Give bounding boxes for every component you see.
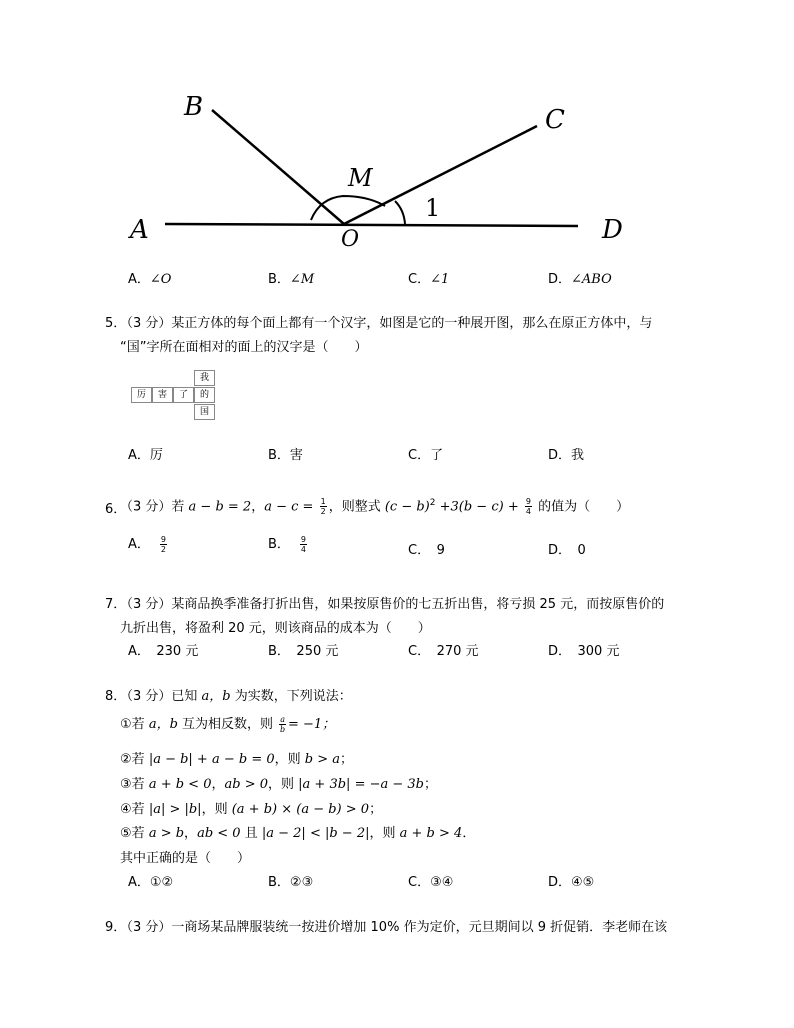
net-cell-1: 厉 <box>131 387 152 403</box>
q8-s5-b: ，则 <box>369 826 396 841</box>
q8-option-c: C．③④ <box>408 875 454 890</box>
q8-s2-end: ； <box>340 752 354 767</box>
label-a: A <box>130 215 149 245</box>
q8-intro <box>120 685 352 704</box>
frac-denominator: b <box>280 725 286 734</box>
q8-s5-expr3: |a − 2| < |b − 2| <box>261 826 370 841</box>
frac-numerator: 1 <box>320 497 326 507</box>
q8-s4-expr: |a| > |b| <box>148 802 202 817</box>
q8-statement-1 <box>120 714 335 736</box>
q8-option-a: A．①② <box>128 875 174 890</box>
q6-cond1: a − b = 2 <box>188 499 252 515</box>
frac-numerator: 9 <box>300 535 307 544</box>
q8-s3-expr1: a + b < 0 <box>148 777 212 792</box>
q8-s4-b: ，则 <box>201 802 228 817</box>
q6-option-b <box>268 534 309 556</box>
q6-option-a <box>128 534 169 556</box>
q5-option-a: A．厉 <box>128 448 163 463</box>
q8-option-d: D．④⑤ <box>548 875 595 890</box>
q6-expr1: (c − b) <box>384 499 430 515</box>
option-letter: C． <box>408 272 431 287</box>
q7-option-a: A． 230 元 <box>128 644 199 659</box>
q8-s1-a: 若 <box>131 717 145 732</box>
q8-statement-3 <box>120 773 437 792</box>
q8-s3-res: |a + 3b| = −a − 3b <box>298 777 424 792</box>
label-b: B <box>184 92 204 122</box>
frac-denominator: 4 <box>300 545 307 554</box>
q8-s3-end: ； <box>423 777 437 792</box>
q8-s4-mark: ④ <box>120 802 132 817</box>
option-letter: B． <box>268 272 290 287</box>
q5-option-d: D．我 <box>548 448 585 463</box>
q7-line1: （3 分）某商品换季准备打折出售，如果按原售价的七五折出售，将亏损 25 元，而按原售价的 <box>120 597 665 612</box>
q4-option-c <box>408 268 449 287</box>
label-o: O <box>341 227 360 252</box>
q6-cond2: a − c = <box>264 499 318 515</box>
option-letter: B． <box>268 537 290 552</box>
q7-option-d: D． 300 元 <box>548 644 620 659</box>
q8-question: 其中正确的是（ ） <box>120 851 251 866</box>
angle-figure <box>0 0 794 260</box>
option-fraction <box>300 535 307 554</box>
q8-number: 8． <box>105 689 127 704</box>
q8-intro-b: 为实数，下列说法： <box>234 689 352 704</box>
q8-intro-a: （3 分）已知 <box>120 689 198 704</box>
q4-option-d <box>548 268 612 287</box>
q8-s4-end: ； <box>369 802 383 817</box>
q8-statement-2 <box>120 748 353 767</box>
q7-option-b: B． 250 元 <box>268 644 339 659</box>
q6-number: 6． <box>105 502 127 517</box>
q8-s2-expr: |a − b| + a − b = 0 <box>148 752 275 767</box>
q8-s1-b: 互为相反数，则 <box>182 717 274 732</box>
q8-s1-c: = −1； <box>287 717 336 732</box>
q8-s4-a: 若 <box>131 802 145 817</box>
frac-denominator: 2 <box>160 545 166 554</box>
q7-option-c: C． 270 元 <box>408 644 479 659</box>
q8-s4-res: (a + b) × (a − b) > 0 <box>231 802 370 817</box>
q8-s3-mark: ③ <box>120 777 132 792</box>
q8-s5-mark: ⑤ <box>120 826 132 841</box>
frac-numerator: 9 <box>160 535 166 544</box>
q6-expr2: +3(b − c) + <box>435 499 523 515</box>
q8-s5-expr2: ab < 0 <box>197 826 241 841</box>
q6-option-d: D． 0 <box>548 543 586 558</box>
q6-frac-half <box>320 497 327 516</box>
q6-sep: ， <box>251 499 265 515</box>
q8-s2-b: ，则 <box>274 752 301 767</box>
ray-oc <box>344 126 537 224</box>
q8-s5-a: 若 <box>131 826 145 841</box>
q6-sup: 2 <box>429 498 436 508</box>
q8-s5-and: 且 <box>244 826 258 841</box>
net-cell-bottom: 国 <box>194 404 215 420</box>
q8-s2-mark: ② <box>120 752 132 767</box>
q8-s3-b: ，则 <box>268 777 295 792</box>
q8-s1-mark: ① <box>120 717 132 732</box>
q8-s1-frac <box>279 715 286 734</box>
q6-option-c: C． 9 <box>408 543 445 558</box>
line-ad <box>165 224 578 226</box>
q8-s5-end: ． <box>462 826 476 841</box>
q8-s5-sep: ， <box>184 826 198 841</box>
q8-s2-res: b > a <box>304 752 341 767</box>
label-m: M <box>348 164 373 192</box>
q9-line1: （3 分）一商场某品牌服装统一按进价增加 10% 作为定价，元旦期间以 9 折促销．李老师在该 <box>120 920 668 935</box>
q7-line2: 九折出售，将盈利 20 元，则该商品的成本为（ ） <box>120 621 431 636</box>
q5-line1: （3 分）某正方体的每个面上都有一个汉字，如图是它的一种展开图，那么在原正方体中，与 <box>120 316 653 331</box>
frac-denominator: 4 <box>525 507 531 517</box>
cube-net <box>128 370 218 432</box>
q9-number: 9． <box>105 920 127 935</box>
ray-ob <box>212 110 344 224</box>
label-d: D <box>602 215 623 245</box>
q5-number: 5． <box>105 316 127 331</box>
q6-suffix: 的值为（ ） <box>538 499 630 515</box>
option-text: ∠M <box>289 272 315 287</box>
q8-intro-vars: a，b <box>201 689 231 704</box>
option-letter: A． <box>128 272 150 287</box>
q6-mid: ，则整式 <box>328 499 381 515</box>
option-letter: D． <box>548 272 572 287</box>
arc-angle-1 <box>395 201 405 224</box>
label-1: 1 <box>425 194 441 222</box>
option-letter: A． <box>128 537 150 552</box>
frac-denominator: 2 <box>320 507 326 517</box>
net-cell-top: 我 <box>194 370 215 386</box>
q8-s5-res: a + b > 4 <box>399 826 463 841</box>
q8-s3-a: 若 <box>131 777 145 792</box>
q6-prefix: （3 分）若 <box>120 499 185 515</box>
frac-numerator: a <box>280 715 285 724</box>
q8-s3-expr2: ab > 0 <box>224 777 269 792</box>
option-text: ∠ABO <box>571 272 612 287</box>
q8-s1-vars: a，b <box>148 717 178 732</box>
q8-statement-5 <box>120 822 475 841</box>
frac-numerator: 9 <box>525 497 531 507</box>
q4-option-b <box>268 268 314 287</box>
q8-s3-sep: ， <box>211 777 225 792</box>
net-cell-3: 了 <box>173 387 194 403</box>
option-text: ∠O <box>149 272 172 287</box>
q4-option-a <box>128 268 171 287</box>
option-fraction <box>160 535 167 554</box>
q8-s5-expr1: a > b <box>148 826 185 841</box>
q5-line2: “国”字所在面相对的面上的汉字是（ ） <box>120 340 368 355</box>
q6-stem <box>120 492 629 518</box>
q6-frac-94 <box>525 497 532 516</box>
label-c: C <box>545 105 565 135</box>
q8-s2-a: 若 <box>131 752 145 767</box>
q8-statement-4 <box>120 798 382 817</box>
net-cell-2: 害 <box>152 387 173 403</box>
net-cell-4: 的 <box>194 387 215 403</box>
q8-option-b: B．②③ <box>268 875 314 890</box>
q5-option-b: B．害 <box>268 448 303 463</box>
q5-option-c: C．了 <box>408 448 444 463</box>
option-text: ∠1 <box>430 272 450 287</box>
q7-number: 7． <box>105 597 127 612</box>
